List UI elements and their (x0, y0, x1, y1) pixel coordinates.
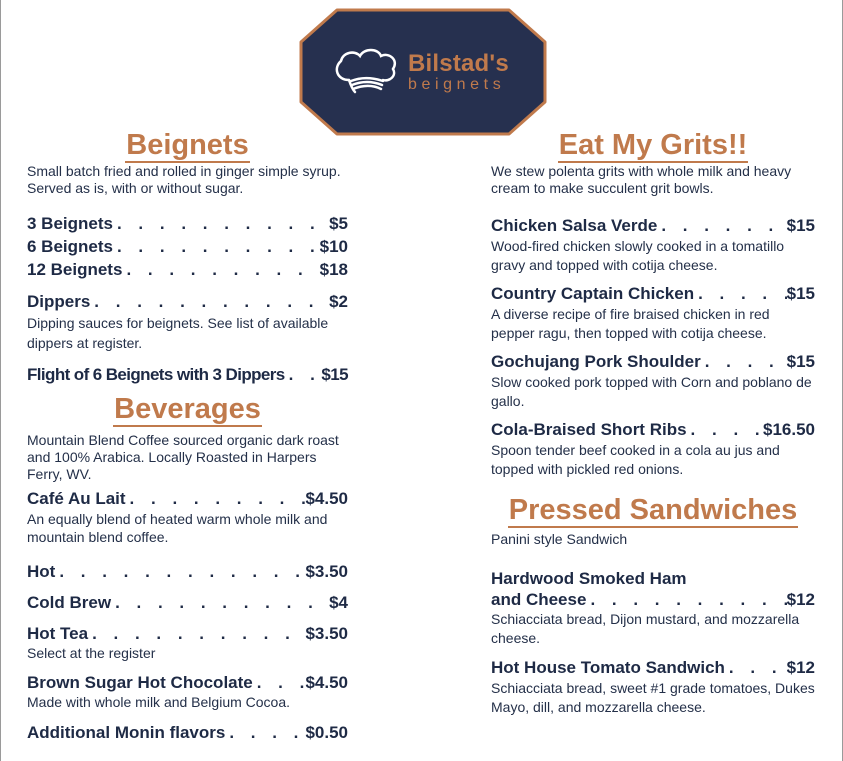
leader-dots (88, 622, 305, 645)
menu-item-cafe-au-lait: Café Au Lait . . . $4.50 An equally blend of heated warm whole milk and mountain blend coffee. (27, 487, 348, 546)
leader-dots (586, 589, 786, 610)
item-description: Slow cooked pork topped with Corn and poblano de gallo. (491, 374, 812, 409)
menu-item-6-beignets: 6 Beignets . . . $10 (27, 235, 348, 258)
logo-text (408, 51, 509, 93)
menu-item-dippers: Dippers . . . $2 Dipping sauces for beignets. See list of available dippers at register. (27, 290, 348, 353)
section-description-beverages: Mountain Blend Coffee sourced organic dark roast and 100% Arabica. Locally Roasted in Harpers Ferry, WV. (27, 432, 339, 482)
menu-item-hot-house-tomato-sandwich: Hot House Tomato Sandwich . . . $12 Schiacciata bread, sweet #1 grade tomatoes, Dukes Mayo, dill, and mozzarella cheese. (491, 656, 815, 717)
chef-hat-icon (331, 44, 399, 96)
menu-item-3-beignets: 3 Beignets . . . $5 (27, 212, 348, 235)
leader-dots (111, 591, 329, 614)
left-column (27, 128, 348, 744)
leader-dots (113, 212, 329, 235)
menu-item-hot-tea: Hot Tea . . . $3.50 Select at the register (27, 622, 348, 662)
item-description: Dipping sauces for beignets. See list of available dippers at register. (27, 315, 329, 351)
menu-item-flight: Flight of 6 Beignets with 3 Dippers . . . $15 (27, 363, 348, 386)
right-column (491, 128, 815, 717)
item-description: A diverse recipe of fire braised chicken in red pepper ragu, then topped with cotija cheese. (491, 306, 770, 341)
leader-dots (122, 258, 319, 281)
beignets-list (27, 212, 348, 281)
menu-item-12-beignets: 12 Beignets . . . $18 (27, 258, 348, 281)
section-title-beverages: Beverages (114, 393, 261, 425)
menu-item-brown-sugar-hot-chocolate: Brown Sugar Hot Chocolate . . . $4.50 Made with whole milk and Belgium Cocoa. (27, 671, 348, 711)
menu-item-gochujang-pork-shoulder: Gochujang Pork Shoulder . . . $15 Slow cooked pork topped with Corn and poblano de gallo. (491, 350, 815, 411)
section-title-sandwiches: Pressed Sandwiches (508, 494, 798, 526)
leader-dots (725, 656, 787, 679)
item-description: Made with whole milk and Belgium Cocoa. (27, 694, 291, 710)
leader-dots (126, 487, 306, 510)
section-title-grits: Eat My Grits!! (558, 129, 748, 161)
menu-item-smoked-ham-and-cheese: Hardwood Smoked Ham and Cheese . . . $12 Schiacciata bread, Dijon mustard, and mozzarella cheese. (491, 568, 815, 648)
brand-subtitle: beignets (408, 76, 506, 93)
leader-dots (687, 418, 763, 441)
section-description-grits: We stew polenta grits with whole milk and heavy cream to make succulent grit bowls. (491, 163, 792, 196)
section-description-beignets: Small batch fried and rolled in ginger simple syrup. Served as is, with or without sugar. (27, 163, 341, 196)
item-description: Select at the register (27, 645, 156, 661)
item-description: Schiacciata bread, Dijon mustard, and mozzarella cheese. (491, 611, 800, 646)
item-description: Wood-fired chicken slowly cooked in a tomatillo gravy and topped with cotija cheese. (491, 238, 785, 273)
item-description: An equally blend of heated warm whole milk and mountain blend coffee. (27, 511, 328, 545)
leader-dots (694, 282, 787, 305)
leader-dots (90, 290, 329, 313)
section-title-beignets: Beignets (126, 129, 249, 161)
leader-dots (701, 350, 787, 373)
menu-item-chicken-salsa-verde: Chicken Salsa Verde . . . $15 Wood-fired chicken slowly cooked in a tomatillo gravy and topped with cotija cheese. (491, 214, 815, 275)
menu-item-monin-flavors: Additional Monin flavors . . . $0.50 (27, 721, 348, 744)
brand-name: Bilstad's (408, 50, 509, 77)
menu-item-hot: Hot . . . $3.50 (27, 560, 348, 583)
leader-dots (55, 560, 305, 583)
item-description: Schiacciata bread, sweet #1 grade tomatoes, Dukes Mayo, dill, and mozzarella cheese. (491, 680, 815, 715)
leader-dots (225, 721, 305, 744)
leader-dots (285, 363, 322, 386)
leader-dots (253, 671, 306, 694)
item-description: Spoon tender beef cooked in a cola au jus and topped with pickled red onions. (491, 442, 780, 477)
menu-item-cola-braised-short-ribs: Cola-Braised Short Ribs . . . $16.50 Spoon tender beef cooked in a cola au jus and topped with pickled red onions. (491, 418, 815, 479)
menu-item-cold-brew: Cold Brew . . . $4 (27, 591, 348, 614)
menu-item-country-captain-chicken: Country Captain Chicken . . . $15 A diverse recipe of fire braised chicken in red pepper ragu, then topped with cotija cheese. (491, 282, 815, 343)
leader-dots (113, 235, 320, 258)
section-description-sandwiches: Panini style Sandwich (491, 531, 628, 547)
leader-dots (657, 214, 786, 237)
